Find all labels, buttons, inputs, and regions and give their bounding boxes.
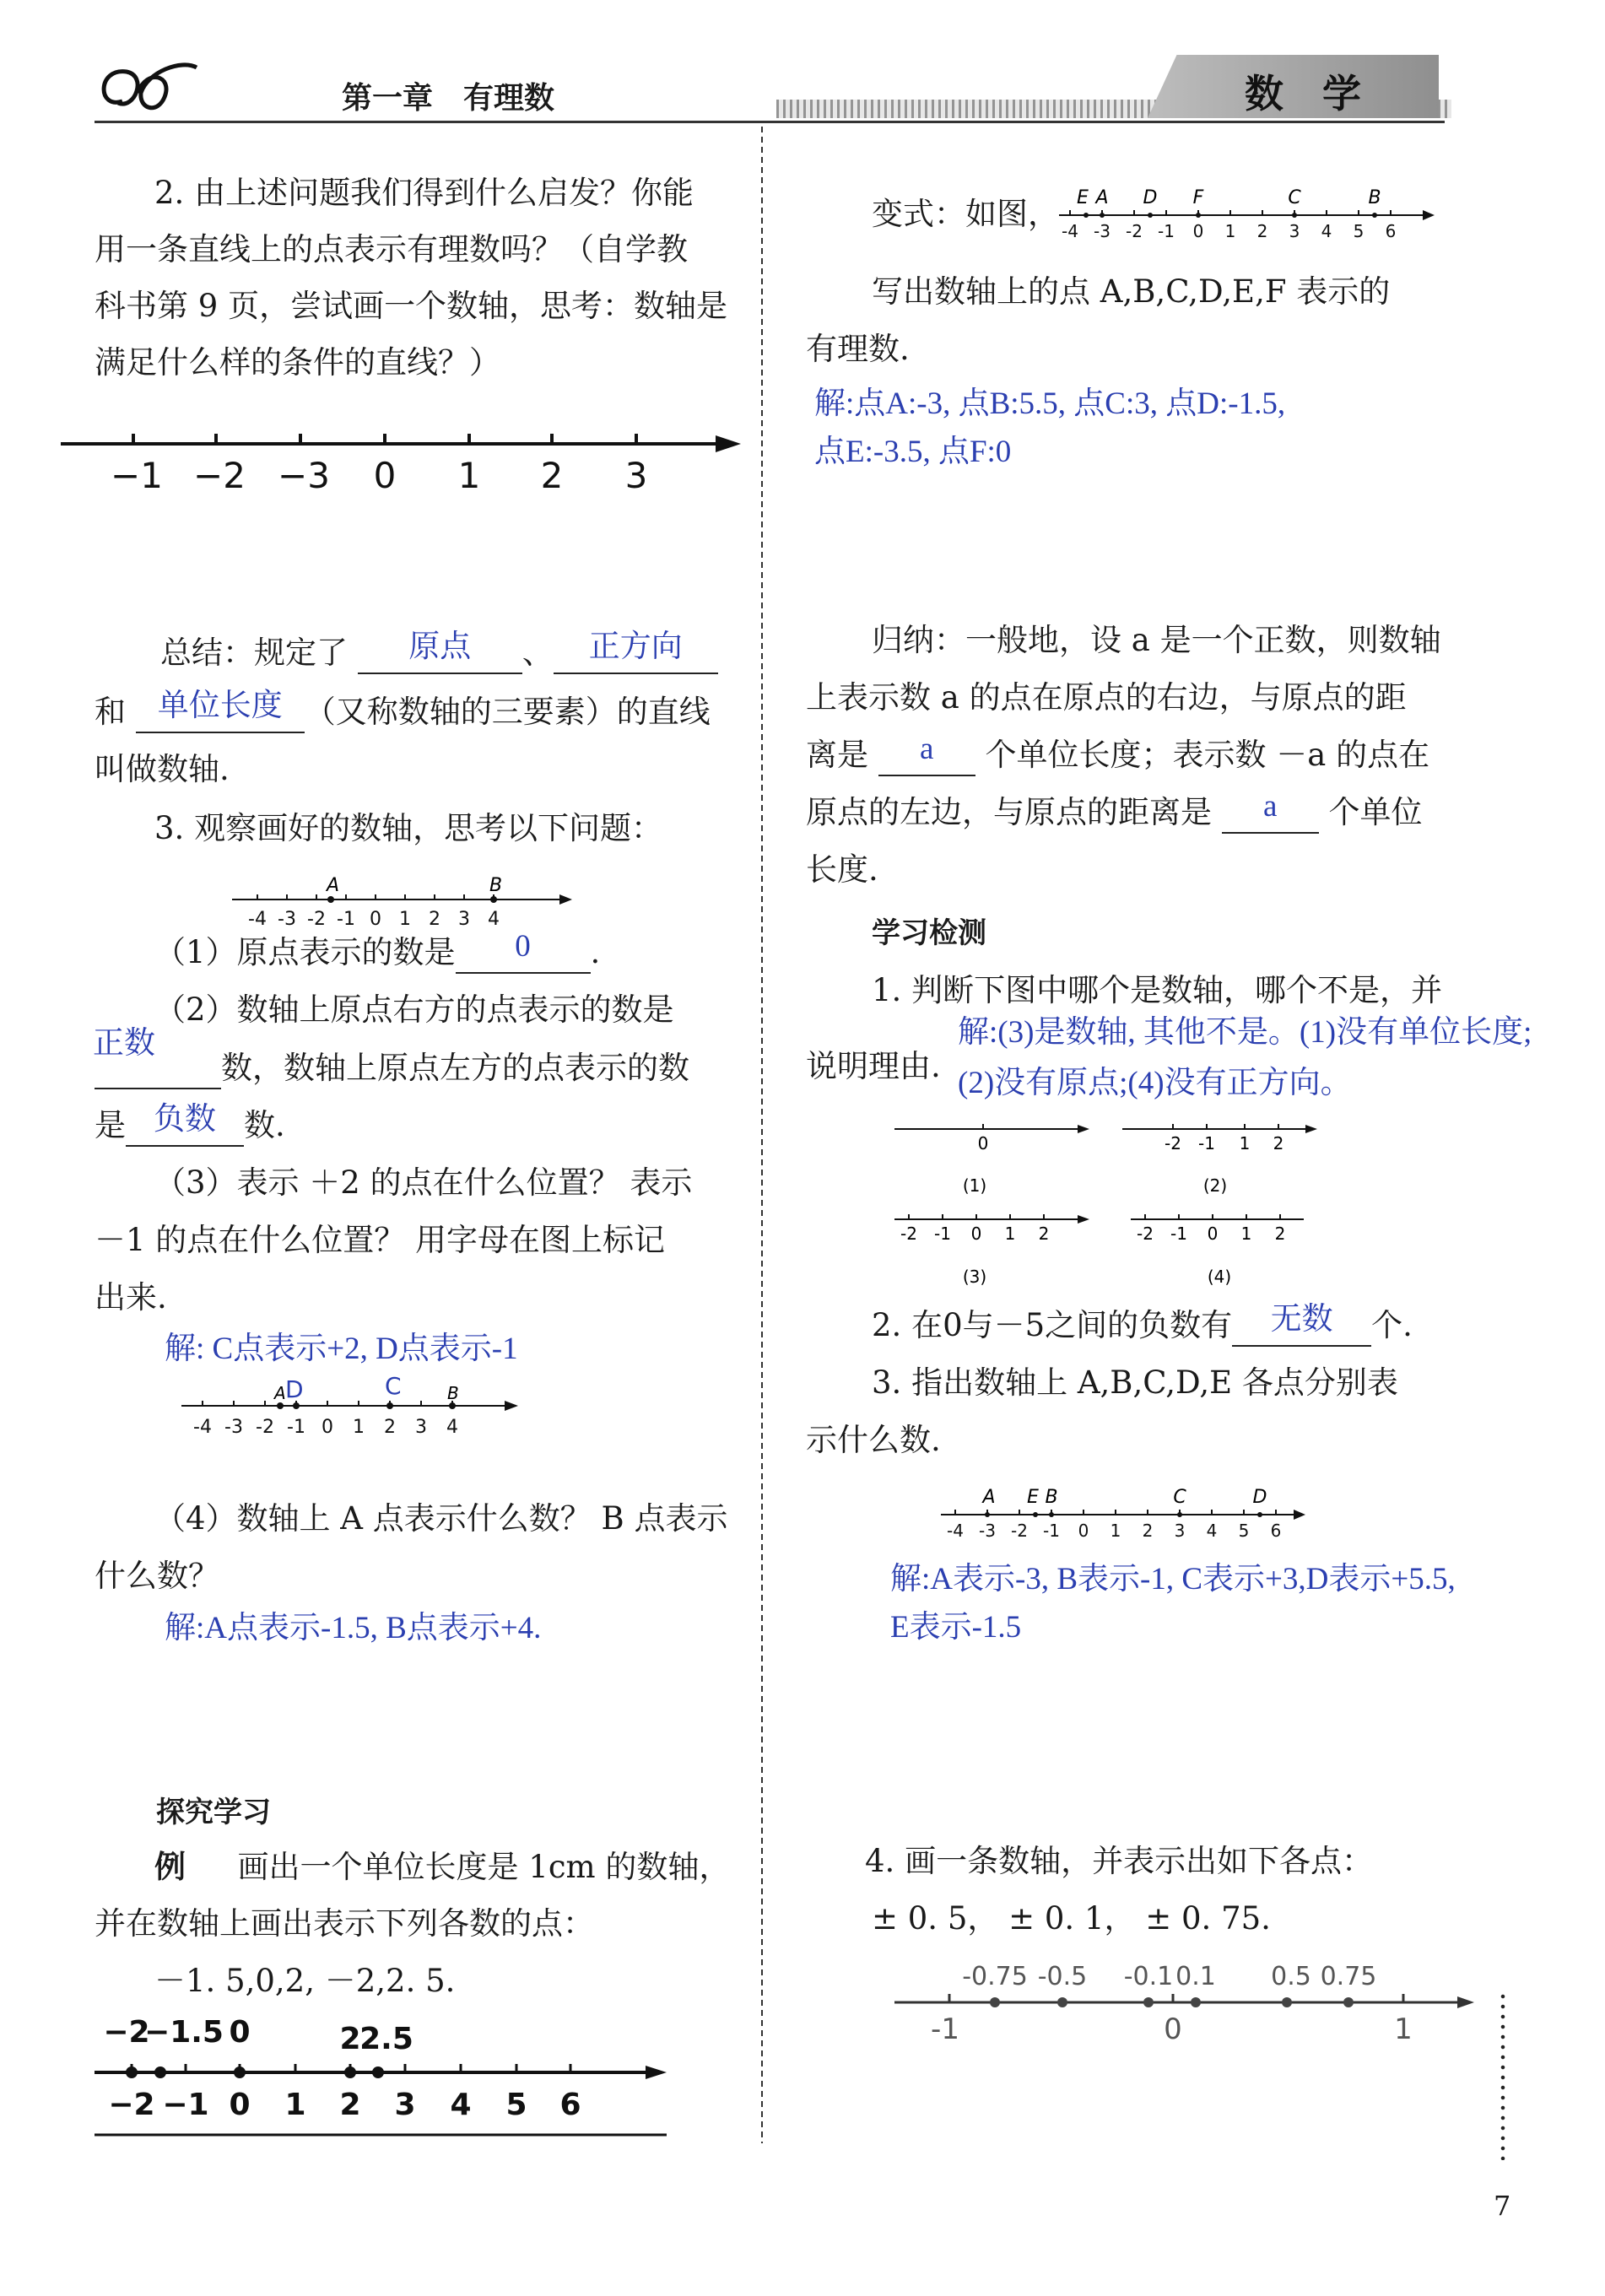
induction-line1: 归纳：一般地，设 a 是一个正数，则数轴: [872, 622, 1441, 658]
svg-text:4: 4: [488, 909, 500, 930]
svg-text:2: 2: [1273, 1133, 1284, 1153]
svg-text:-1: -1: [1158, 221, 1175, 241]
number-line-5: [1055, 181, 1435, 245]
svg-text:D: D: [285, 1375, 304, 1403]
svg-text:-2: -2: [1126, 221, 1143, 241]
induction-line2: 上表示数 a 的点在原点的右边，与原点的距: [806, 679, 1407, 716]
svg-text:-1: -1: [1198, 1133, 1215, 1153]
answer-direction: 正方向: [588, 629, 683, 664]
c4-line2: ± 0. 5， ± 0. 1， ± 0. 75.: [872, 1900, 1271, 1937]
svg-text:4: 4: [1321, 221, 1332, 241]
axis1-label: 1: [457, 455, 481, 496]
number-line-1: [59, 422, 743, 506]
svg-text:0: 0: [1164, 2012, 1182, 2046]
blank-a1: [878, 732, 975, 776]
svg-text:-0.75: -0.75: [962, 1962, 1028, 1991]
c2: 2. 在0与－5之间的负数有 无数 个.: [872, 1297, 1413, 1354]
axis1-label: 2: [540, 455, 564, 496]
svg-text:2: 2: [339, 2088, 361, 2122]
svg-text:2.5: 2.5: [359, 2022, 413, 2056]
q3-2-line1: （2）数轴上原点右方的点表示的数是: [154, 991, 674, 1028]
svg-text:-1: -1: [1170, 1224, 1187, 1244]
q2-line3: 科书第 9 页，尝试画一个数轴，思考：数轴是: [95, 288, 728, 324]
svg-text:0: 0: [977, 1133, 989, 1153]
q3-3-line2: －1 的点在什么位置？ 用字母在图上标记: [95, 1222, 666, 1258]
summary-line2: [95, 683, 711, 741]
blank-origin: [358, 629, 522, 674]
fig1-caption: (1): [962, 1175, 987, 1196]
svg-text:2: 2: [1038, 1224, 1050, 1244]
answer-c3-line1: 解:A表示-3, B表示-1, C表示+3,D表示+5.5,: [890, 1562, 1456, 1596]
svg-text:-3: -3: [278, 909, 296, 930]
svg-text:0.75: 0.75: [1320, 1962, 1377, 1991]
svg-text:E: E: [1077, 187, 1089, 208]
svg-text:1: 1: [1224, 221, 1236, 241]
svg-text:E: E: [1027, 1487, 1039, 1508]
svg-text:6: 6: [1270, 1521, 1282, 1541]
svg-text:A: A: [982, 1487, 996, 1508]
logo-mark: [89, 51, 198, 127]
q3-4-line2: 什么数？: [95, 1558, 219, 1594]
number-line-3: [177, 1367, 523, 1443]
q2-line1: 2. 由上述问题我们得到什么启发？你能: [154, 175, 694, 211]
svg-text:-2: -2: [1011, 1521, 1028, 1541]
header-rule: [95, 121, 1445, 123]
svg-text:3: 3: [458, 909, 470, 930]
svg-text:2: 2: [339, 2022, 361, 2056]
subject-title: 数 学: [1245, 71, 1361, 116]
svg-text:0.5: 0.5: [1271, 1962, 1311, 1991]
svg-text:C: C: [1173, 1487, 1186, 1508]
summary-suffix: （又称数轴的三要素）的直线: [304, 694, 711, 730]
blank-direction: [554, 629, 718, 674]
explore-heading: 探究学习: [156, 1796, 271, 1829]
induction-line4: 原点的左边，与原点的距离是 a 个单位: [806, 784, 1423, 841]
svg-text:1: 1: [1110, 1521, 1121, 1541]
c1-line1: 1. 判断下图中哪个是数轴，哪个不是，并: [872, 972, 1443, 1008]
svg-text:A: A: [1095, 187, 1109, 208]
number-line-6: [937, 1481, 1308, 1548]
svg-text:2: 2: [384, 1417, 396, 1438]
answer-variant-line1: 解:点A:-3, 点B:5.5, 点C:3, 点D:-1.5,: [814, 386, 1286, 421]
column-divider: [761, 127, 763, 2143]
svg-text:-3: -3: [979, 1521, 996, 1541]
page-header: [0, 34, 1605, 127]
blank-positive: [93, 1026, 221, 1089]
answer-positive: 正数: [93, 1026, 155, 1061]
q3-4-line1: （4）数轴上 A 点表示什么数？ B 点表示: [154, 1500, 728, 1537]
answer-c2: 无数: [1270, 1302, 1333, 1337]
svg-text:B: B: [1045, 1487, 1058, 1508]
svg-text:-3: -3: [1094, 221, 1111, 241]
svg-text:0: 0: [322, 1417, 333, 1438]
answer-c3-line2: E表示-1.5: [890, 1610, 1022, 1645]
q3-1: （1）原点表示的数是 0 .: [154, 924, 600, 981]
svg-text:4: 4: [446, 1417, 458, 1438]
svg-text:2: 2: [1256, 221, 1268, 241]
svg-text:3: 3: [415, 1417, 427, 1438]
svg-text:-1: -1: [934, 1224, 951, 1244]
svg-text:-4: -4: [947, 1521, 964, 1541]
svg-text:-1: -1: [1043, 1521, 1060, 1541]
answer-origin: 原点: [408, 629, 472, 664]
q3-title: 3. 观察画好的数轴，思考以下问题：: [154, 810, 663, 846]
check-heading: 学习检测: [872, 916, 986, 950]
svg-text:−1.5: −1.5: [144, 2015, 224, 2050]
svg-text:1: 1: [1004, 1224, 1016, 1244]
axis1-label: −2: [193, 455, 246, 496]
svg-text:B: B: [1368, 187, 1381, 208]
chapter-title: 第一章 有理数: [342, 81, 555, 116]
induction-line3: 离是 a 个单位长度；表示数 －a 的点在: [806, 727, 1429, 784]
svg-text:F: F: [1192, 187, 1204, 208]
blank-negative: [126, 1102, 244, 1147]
svg-text:0: 0: [1192, 221, 1204, 241]
svg-text:-0.1: -0.1: [1123, 1962, 1174, 1991]
answer-a2: a: [1263, 789, 1278, 824]
variant-q-line1: 写出数轴上的点 A,B,C,D,E,F 表示的: [872, 273, 1391, 310]
blank-unit: [136, 689, 305, 733]
point-a-label: A: [327, 875, 340, 896]
svg-text:5: 5: [505, 2088, 527, 2122]
answer-variant-line2: 点E:-3.5, 点F:0: [814, 435, 1012, 469]
svg-text:3: 3: [394, 2088, 416, 2122]
dotted-edge: [1500, 1991, 1505, 2160]
svg-text:4: 4: [450, 2088, 472, 2122]
svg-text:−2: −2: [108, 2088, 155, 2122]
svg-text:0.1: 0.1: [1175, 1962, 1216, 1991]
svg-text:1: 1: [1240, 1224, 1252, 1244]
axis1-label: 3: [624, 455, 648, 496]
summary-prefix: 总结：规定了: [160, 635, 348, 671]
example-line2: 并在数轴上画出表示下列各数的点：: [95, 1905, 594, 1942]
answer-unit: 单位长度: [157, 689, 283, 723]
svg-text:D: D: [1143, 187, 1158, 208]
svg-text:2: 2: [1274, 1224, 1286, 1244]
q3-2-line3: 是 负数 数.: [95, 1097, 285, 1154]
svg-text:-2: -2: [256, 1417, 274, 1438]
q2-line4: 满足什么样的条件的直线？）: [95, 344, 500, 381]
axis1-label: 0: [373, 455, 397, 496]
svg-text:-4: -4: [248, 909, 267, 930]
svg-text:0: 0: [229, 2015, 251, 2050]
svg-text:2: 2: [1142, 1521, 1154, 1541]
svg-text:-2: -2: [1137, 1224, 1154, 1244]
svg-text:-1: -1: [287, 1417, 305, 1438]
q2-line2: 用一条直线上的点表示有理数吗？（自学教: [95, 231, 688, 267]
summary-and: 和: [95, 694, 126, 730]
svg-text:B: B: [447, 1383, 459, 1403]
answer-q3-4: 解:A点表示-1.5, B点表示+4.: [165, 1611, 542, 1645]
svg-text:5: 5: [1353, 221, 1365, 241]
induction-line5: 长度.: [806, 851, 878, 888]
svg-text:4: 4: [1206, 1521, 1218, 1541]
summary-line1: [160, 624, 718, 682]
svg-text:1: 1: [399, 909, 411, 930]
svg-text:-1: -1: [931, 2012, 959, 2046]
svg-text:-4: -4: [1062, 221, 1078, 241]
blank-a2: [1222, 789, 1319, 834]
axis1-label: −3: [278, 455, 330, 496]
point-b-label: B: [489, 875, 503, 896]
svg-text:0: 0: [1207, 1224, 1219, 1244]
svg-text:2: 2: [429, 909, 440, 930]
svg-text:C: C: [1288, 187, 1301, 208]
number-line-7: [890, 1956, 1481, 2049]
svg-text:-1: -1: [337, 909, 355, 930]
answer-q3-3: 解: C点表示+2, D点表示-1: [165, 1332, 518, 1366]
q3-3-line1: （3）表示 ＋2 的点在什么位置？ 表示: [154, 1164, 693, 1201]
fig3-caption: (3): [962, 1267, 987, 1287]
svg-text:-2: -2: [1165, 1133, 1181, 1153]
svg-text:0: 0: [229, 2088, 251, 2122]
answer-c1-line1: 解:(3)是数轴, 其他不是。(1)没有单位长度;: [958, 1015, 1532, 1050]
svg-text:1: 1: [1394, 2012, 1413, 2046]
c1-line2: 说明理由.: [806, 1048, 941, 1084]
svg-text:1: 1: [353, 1417, 365, 1438]
svg-text:−2: −2: [103, 2015, 150, 2050]
c3-line1: 3. 指出数轴上 A,B,C,D,E 各点分别表: [872, 1364, 1398, 1401]
svg-text:C: C: [385, 1372, 402, 1400]
svg-text:3: 3: [1289, 221, 1300, 241]
example-label: 例: [154, 1848, 186, 1885]
c4-line1: 4. 画一条数轴，并表示出如下各点：: [865, 1843, 1374, 1879]
answer-c1-line2: (2)没有原点;(4)没有正方向。: [958, 1066, 1352, 1100]
svg-text:-3: -3: [224, 1417, 243, 1438]
svg-text:3: 3: [1174, 1521, 1186, 1541]
axis1-label: −1: [111, 455, 163, 496]
fig4-caption: (4): [1207, 1267, 1232, 1287]
svg-text:−1: −1: [162, 2088, 209, 2122]
svg-text:0: 0: [1078, 1521, 1089, 1541]
answer-negative: 负数: [154, 1102, 216, 1137]
svg-text:-2: -2: [900, 1224, 917, 1244]
q3-2-line2: 正数数，数轴上原点左方的点表示的数: [95, 1040, 689, 1097]
svg-text:1: 1: [284, 2088, 306, 2122]
judge-figures: [890, 1114, 1321, 1308]
summary-line3: 叫做数轴.: [95, 751, 230, 787]
example-line3: －1. 5,0,2, －2,2. 5.: [154, 1963, 456, 1999]
answer-a1: a: [920, 732, 934, 766]
svg-text:-0.5: -0.5: [1037, 1962, 1088, 1991]
svg-text:-4: -4: [193, 1417, 212, 1438]
svg-text:6: 6: [1385, 221, 1397, 241]
svg-text:0: 0: [970, 1224, 982, 1244]
q3-3-line3: 出来.: [95, 1279, 167, 1315]
blank-c2: [1232, 1302, 1371, 1347]
answer-q3-1: 0: [515, 929, 531, 964]
summary-sep: 、: [521, 635, 554, 671]
svg-text:-2: -2: [307, 909, 326, 930]
page-number: 7: [1494, 2190, 1511, 2222]
blank-q3-1: [456, 929, 591, 974]
c3-line2: 示什么数.: [806, 1422, 941, 1458]
fig2-caption: (2): [1202, 1175, 1228, 1196]
svg-text:1: 1: [1239, 1133, 1251, 1153]
number-line-4: [93, 2008, 675, 2139]
svg-text:A: A: [274, 1383, 286, 1403]
variant-q-line2: 有理数.: [806, 331, 910, 367]
svg-text:6: 6: [559, 2088, 581, 2122]
example-line1: 例 画出一个单位长度是 1cm 的数轴，: [154, 1848, 731, 1885]
svg-text:0: 0: [370, 909, 381, 930]
svg-text:D: D: [1252, 1487, 1267, 1508]
variant-label: 变式：如图，: [872, 196, 1059, 232]
svg-text:5: 5: [1238, 1521, 1250, 1541]
